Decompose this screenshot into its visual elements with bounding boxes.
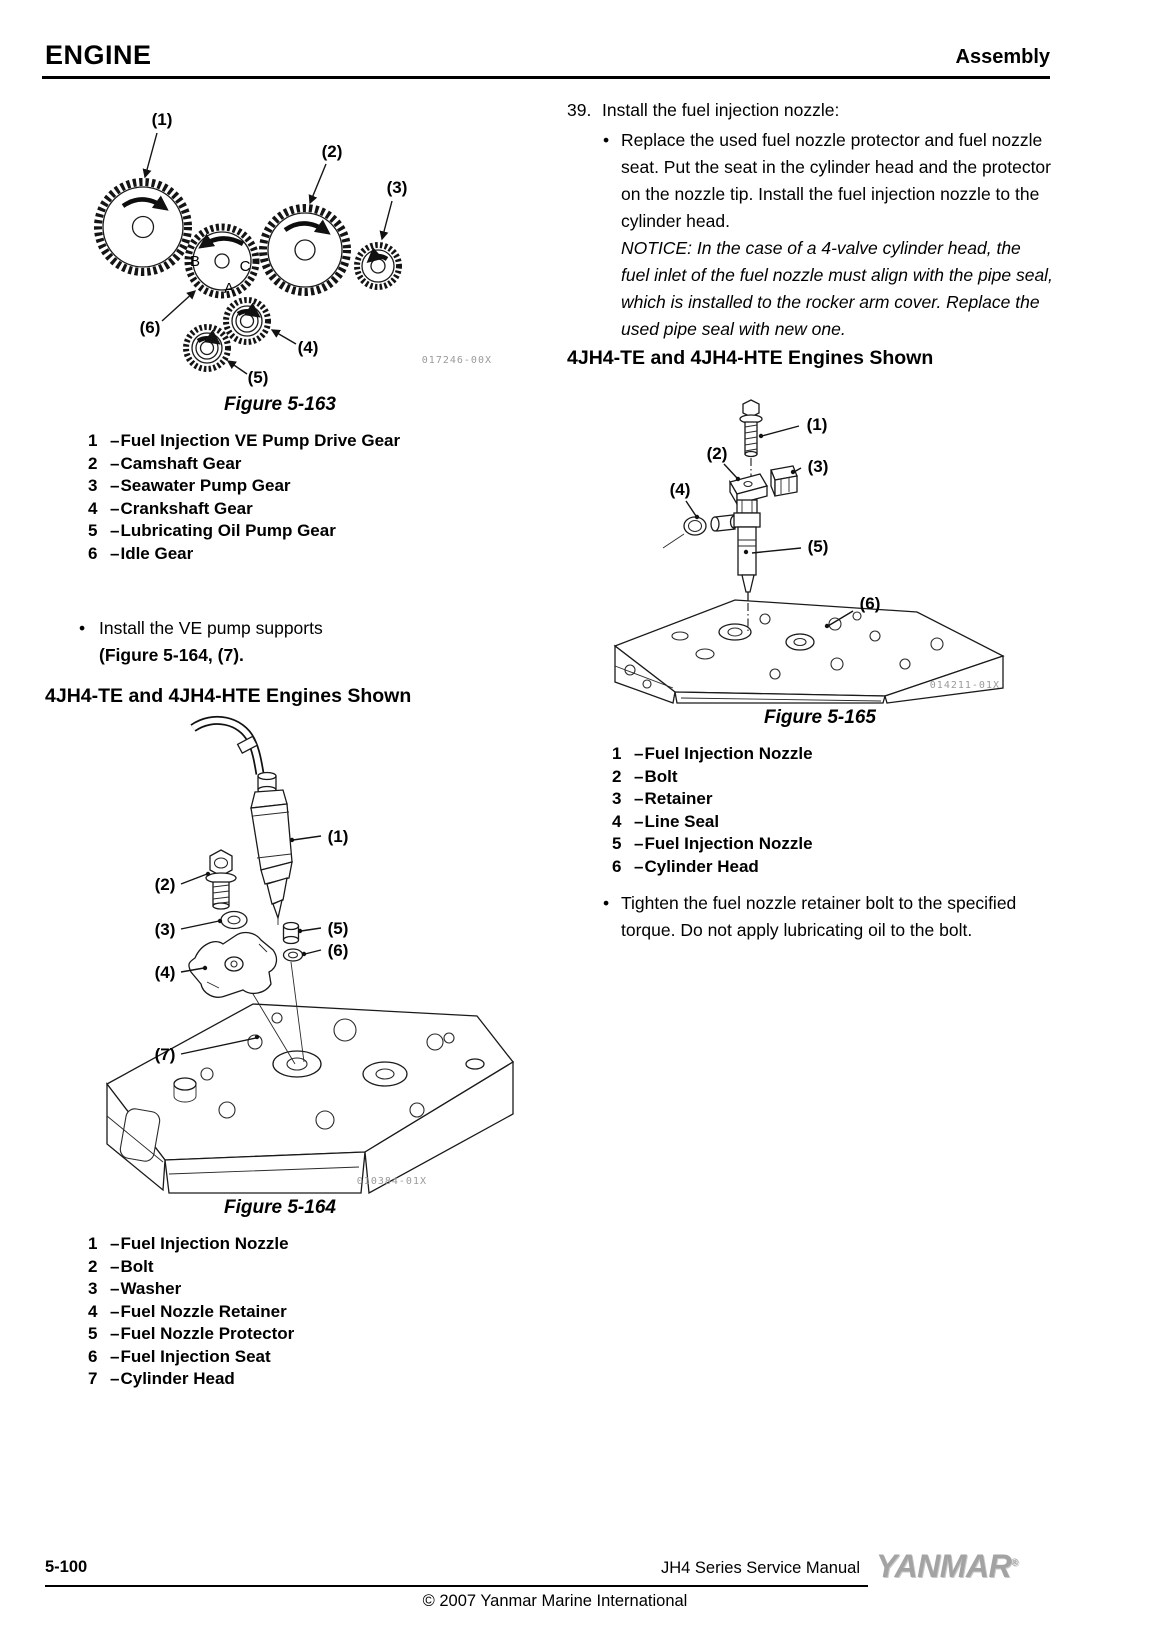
header-rule xyxy=(42,76,1050,79)
callout-3: (3) xyxy=(807,457,829,476)
gear-5-lube-oil-pump xyxy=(186,327,228,369)
figure-5-164-nozzle-exploded-diagram xyxy=(45,712,515,1194)
callout-5: (5) xyxy=(327,919,349,938)
legend-row: 2 – Bolt xyxy=(612,766,678,786)
legend-row: 4 – Crankshaft Gear xyxy=(88,498,253,518)
page-subsection-title: Assembly xyxy=(955,46,1050,68)
callout-1: (1) xyxy=(151,110,173,129)
bullet-marker: • xyxy=(79,618,86,638)
figure-163-caption: Figure 5-163 xyxy=(224,394,336,415)
figure-164-watermark: 010384-01X xyxy=(356,1176,427,1187)
bullet-marker: • xyxy=(603,893,610,913)
callout-4: (4) xyxy=(669,480,691,499)
legend-row: 1 – Fuel Injection Nozzle xyxy=(612,744,813,763)
bullet-marker: • xyxy=(603,130,610,150)
footer-manual-title: JH4 Series Service Manual xyxy=(661,1559,860,1577)
callout-1: (1) xyxy=(327,827,349,846)
callout-5: (5) xyxy=(247,368,269,387)
legend-row: 1 – Fuel Injection Nozzle xyxy=(88,1234,289,1253)
legend-row: 4 – Line Seal xyxy=(612,811,720,831)
figure-163-legend xyxy=(88,430,515,565)
gear-6-idle xyxy=(188,227,256,297)
callout-3: (3) xyxy=(154,920,176,939)
page-section-title: ENGINE xyxy=(45,40,152,70)
legend-row: 5 – Fuel Nozzle Protector xyxy=(88,1324,295,1343)
legend-row: 3 – Washer xyxy=(88,1279,182,1298)
callout-2: (2) xyxy=(321,142,343,161)
legend-row: 7 – Cylinder Head xyxy=(88,1369,235,1388)
yanmar-logo: YANMAR® xyxy=(876,1548,1019,1584)
gear-3-seawater-pump xyxy=(357,245,399,287)
bullet-replace-protector xyxy=(603,127,1053,343)
figure-165-caption: Figure 5-165 xyxy=(764,707,876,728)
callout-6: (6) xyxy=(139,318,161,337)
legend-row: 3 – Retainer xyxy=(612,789,713,808)
legend-row: 6 – Idle Gear xyxy=(88,543,194,563)
legend-row: 5 – Fuel Injection Nozzle xyxy=(612,834,813,853)
callout-5: (5) xyxy=(807,537,829,556)
idle-gear-letter-c: C xyxy=(239,258,251,275)
figure-165-legend xyxy=(612,743,1053,878)
figure-163-watermark: 017246-00X xyxy=(421,355,492,366)
bullet-install-ve-pump-supports xyxy=(79,615,515,669)
left-engines-shown-heading: 4JH4-TE and 4JH4-HTE Engines Shown xyxy=(45,685,412,707)
footer-page-number: 5-100 xyxy=(45,1558,88,1576)
figure-5-163-gear-train-diagram xyxy=(45,103,515,391)
figure-165-watermark: 014211-01X xyxy=(929,680,1000,691)
figure-164-legend xyxy=(88,1233,515,1391)
legend-row: 2 – Bolt xyxy=(88,1256,154,1276)
gear-1-ve-pump-drive xyxy=(98,182,188,272)
legend-row: 3 – Seawater Pump Gear xyxy=(88,476,291,495)
fuel-nozzle-protector-drawing xyxy=(284,923,299,944)
callout-7: (7) xyxy=(154,1045,176,1064)
bolt-drawing xyxy=(206,850,236,909)
step-number: 39. xyxy=(567,100,592,120)
figure-164-caption: Figure 5-164 xyxy=(224,1197,336,1218)
legend-row: 4 – Fuel Nozzle Retainer xyxy=(88,1301,287,1321)
registered-mark: ® xyxy=(1011,1557,1019,1569)
cylinder-head-drawing xyxy=(107,1004,513,1193)
callout-4: (4) xyxy=(297,338,319,357)
right-engines-shown-heading: 4JH4-TE and 4JH4-HTE Engines Shown xyxy=(567,347,934,369)
gear-2-camshaft xyxy=(263,208,347,292)
right-column xyxy=(567,97,1053,944)
legend-row: 1 – Fuel Injection VE Pump Drive Gear xyxy=(88,431,401,450)
fuel-nozzle-retainer-drawing xyxy=(189,933,277,998)
footer-rule xyxy=(45,1585,868,1587)
bullet-text: Replace the used fuel nozzle protector and fuel nozzle seat. Put the seat in the cylinder head and the protector on the nozzle tip. Install the fuel injection nozzle to the cylinder head. NOTICE: In the case of a 4-valve cylinder head, the fuel inlet of the fuel nozzle must align with the pipe seal, which is installed to the rocker arm cover. Replace the used pipe seal with new one. xyxy=(621,130,1053,339)
fuel-injection-seat-drawing xyxy=(284,949,303,961)
bullet-text: Install the VE pump supports (Figure 5-164, (7). xyxy=(99,618,323,665)
callout-6: (6) xyxy=(327,941,349,960)
callout-1: (1) xyxy=(806,415,828,434)
bullet-text: Tighten the fuel nozzle retainer bolt to the specified torque. Do not apply lubricating oil to the bolt. xyxy=(621,893,1017,940)
figure-5-165-nozzle-exploded-diagram xyxy=(585,374,1055,704)
callout-3: (3) xyxy=(386,178,408,197)
retainer-drawing xyxy=(730,466,797,504)
legend-row: 5 – Lubricating Oil Pump Gear xyxy=(88,521,336,540)
legend-row: 6 – Cylinder Head xyxy=(612,856,759,876)
callout-6: (6) xyxy=(859,594,881,613)
left-column xyxy=(45,103,515,1391)
callout-2: (2) xyxy=(706,444,728,463)
idle-gear-letter-a: A xyxy=(223,280,235,297)
callout-2: (2) xyxy=(154,875,176,894)
notice-text: NOTICE: In the case of a 4-valve cylinder head, the fuel inlet of the fuel nozzle must align with the pipe seal, which is installed to the rocker arm cover. Replace the used pipe seal with new one. xyxy=(621,238,1053,339)
fuel-injection-nozzle-drawing xyxy=(193,720,292,925)
callout-4: (4) xyxy=(154,963,176,982)
step-text: Install the fuel injection nozzle: xyxy=(602,100,840,120)
idle-gear-letter-b: B xyxy=(189,253,201,270)
bullet-tighten-retainer-bolt xyxy=(603,890,1053,944)
step-39 xyxy=(567,97,1053,124)
legend-row: 2 – Camshaft Gear xyxy=(88,453,242,473)
legend-row: 6 – Fuel Injection Seat xyxy=(88,1346,271,1366)
gear-4-crankshaft xyxy=(226,300,268,342)
footer-copyright: © 2007 Yanmar Marine International xyxy=(422,1592,688,1610)
washer-drawing xyxy=(221,912,247,929)
